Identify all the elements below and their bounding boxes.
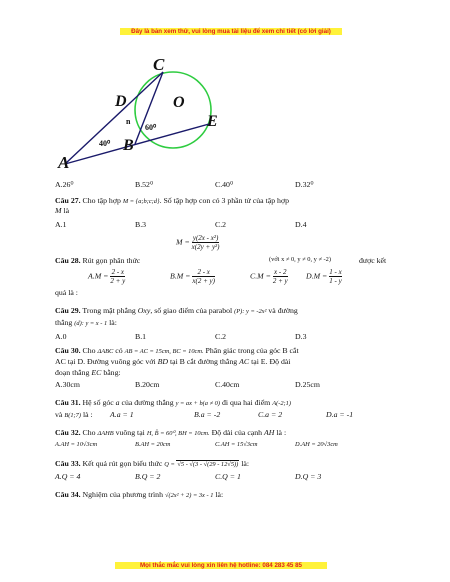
q33-option-c: C.Q = 1	[215, 472, 241, 481]
q31-line-eq: y = ax + b(a ≠ 0)	[175, 400, 220, 407]
q29-text-c: và đường	[268, 306, 298, 315]
q27-number: Câu 27.	[55, 196, 81, 205]
q31-option-c: C.a = 2	[258, 410, 283, 419]
q32-ah: AH	[264, 428, 275, 437]
q28-option-d-num: 1 - x	[329, 268, 342, 276]
q31-a: a	[115, 398, 120, 407]
q27-m: M	[55, 206, 62, 215]
q32-option-a: A.AH = 10√3cm	[55, 441, 98, 448]
q28-option-c	[250, 268, 288, 285]
q27-line1	[55, 196, 289, 205]
q33-option-b: B.Q = 2	[135, 472, 161, 481]
q29-text-e: là:	[109, 318, 117, 327]
q30-ec: EC	[91, 368, 102, 377]
q30-line1	[55, 346, 299, 355]
q29-option-b: B.1	[135, 332, 147, 341]
q27-option-a: A.1	[55, 220, 67, 229]
q30-line3-b: bằng:	[103, 368, 121, 377]
q27-line2	[55, 206, 69, 215]
q28-option-a-frac	[110, 268, 125, 285]
q30-text-a: Cho	[82, 346, 96, 355]
q29-text-d: thẳng	[55, 318, 73, 327]
q33-option-a: A.Q = 4	[55, 472, 81, 481]
q31-text-b: của đường thẳng	[121, 398, 174, 407]
q33-option-d: D.Q = 3	[295, 472, 322, 481]
q31-option-a: A.a = 1	[110, 410, 134, 419]
q29-option-c: C.2	[215, 332, 227, 341]
q30-triangle: ΔABC	[97, 348, 114, 355]
q28-number: Câu 28.	[55, 256, 81, 265]
q29-option-a: A.0	[55, 332, 67, 341]
q28-option-d	[306, 268, 342, 285]
q32-given: H, B̂ = 60⁰, BH = 10cm.	[146, 430, 210, 437]
q28-option-b	[170, 268, 215, 285]
q32-line1	[55, 428, 286, 437]
angle-60-label: 60⁰	[145, 123, 157, 132]
q27-option-b: B.3	[135, 220, 147, 229]
q30-number: Câu 30.	[55, 346, 81, 355]
q28-option-a-den: 2 + y	[110, 277, 126, 285]
q27-option-c: C.2	[215, 220, 227, 229]
q28-option-b-frac	[192, 268, 215, 285]
q30-line2-a: AC tại D. Đường vuông góc với	[55, 357, 156, 366]
q30-line2	[55, 357, 290, 366]
q28-numerator: y(2x - x²)	[192, 234, 219, 242]
q28-option-a	[88, 268, 125, 285]
q30-bd: BD	[157, 357, 168, 366]
q30-given: AB = AC = 15cm, BC = 10cm.	[124, 348, 204, 355]
q31-text-d: và	[55, 410, 63, 419]
q32-text-d: là :	[276, 428, 287, 437]
q28-option-c-num: x - 2	[274, 268, 287, 276]
q31-number: Câu 31.	[55, 398, 81, 407]
label-a: A	[58, 153, 70, 172]
label-d: D	[115, 93, 127, 110]
line-c-b	[135, 72, 163, 144]
q28-expression	[176, 234, 219, 251]
q32-text-b: vuông tại	[115, 428, 145, 437]
q28-option-b-den: x(2 + y)	[192, 277, 215, 285]
q32-text-c: Độ dài của cạnh	[211, 428, 263, 437]
q28-line2: quả là :	[55, 288, 78, 297]
q28-line1	[55, 256, 395, 265]
q31-option-b: B.a = -2	[194, 410, 221, 419]
q29-text-b: , số giao điểm của parabol	[150, 306, 233, 315]
q26-option-c: C.40⁰	[215, 180, 234, 189]
q30-option-b: B.20cm	[135, 380, 160, 389]
q30-text-b: có	[115, 346, 123, 355]
q30-line2-c: tại E. Độ dài	[251, 357, 291, 366]
label-e: E	[207, 113, 218, 130]
q28-option-b-num: 2 - x	[192, 268, 215, 277]
q30-line2-b: tại B cắt đường thẳng	[169, 357, 238, 366]
q34-text-a: Nghiệm của phương trình	[82, 490, 163, 499]
q30-line3-a: đoạn thẳng	[55, 368, 90, 377]
q31-text-e: là :	[82, 410, 93, 419]
preview-banner: Đây là bản xem thử, vui lòng mua tài liệu để xem chi tiết (có lời giải)	[120, 28, 342, 35]
q28-option-c-den: 2 + y	[272, 277, 288, 285]
q29-number: Câu 29.	[55, 306, 81, 315]
q29-option-d: D.3	[295, 332, 307, 341]
angle-40-label: 40⁰	[99, 139, 111, 148]
q31-point-a: A(-2;1)	[272, 400, 292, 407]
q27-la: là	[63, 206, 70, 215]
q29-line2	[55, 318, 117, 327]
q28-option-a-label: A.M =	[88, 271, 109, 281]
q26-option-a: A.26⁰	[55, 180, 74, 189]
q34-text-b: là:	[215, 490, 224, 499]
q33-text-b: là:	[241, 459, 250, 468]
q31-option-d: D.a = -1	[326, 410, 354, 419]
q28-text-a: Rút gọn phân thức	[82, 256, 141, 265]
q27-text-b: . Số tập hợp con có 3 phần tử của tập hợp	[159, 196, 289, 205]
q30-line3	[55, 368, 121, 377]
q28-option-c-frac	[273, 268, 288, 285]
q29-text-a: Trong mặt phẳng	[82, 306, 136, 315]
q32-option-b: B.AH = 20cm	[135, 441, 171, 448]
q34-number: Câu 34.	[55, 490, 81, 499]
q32-option-d: D.AH = 20√3cm	[295, 441, 338, 448]
q28-option-b-label: B.M =	[170, 271, 191, 281]
label-b: B	[123, 137, 134, 154]
q29-parabola: (P): y = -2x²	[234, 308, 267, 315]
q28-fraction	[192, 234, 220, 251]
q27-set: M = {a;b;c;d}	[122, 198, 160, 205]
q33-text-a: Kết quả rút gọn biểu thức	[82, 459, 163, 468]
q31-line1	[55, 398, 291, 407]
geometry-figure	[55, 52, 235, 174]
q28-text-b: được kết	[359, 256, 387, 265]
q30-option-a: A.30cm	[55, 380, 80, 389]
q28-condition: (với x ≠ 0, y ≠ 0, y ≠ -2)	[269, 256, 332, 263]
q28-option-a-num: 2 - x	[111, 268, 125, 276]
q28-m-lhs: M =	[176, 237, 190, 247]
q30-option-d: D.25cm	[295, 380, 320, 389]
hotline-banner: Mọi thắc mắc vui lòng xin liên hệ hotline: 084 283 45 85	[115, 562, 327, 569]
q31-text-c: đi qua hai điểm	[221, 398, 271, 407]
q28-option-d-label: D.M =	[306, 271, 328, 281]
label-c: C	[153, 55, 165, 74]
q31-line2	[55, 410, 93, 419]
q32-text-a: Cho	[82, 428, 96, 437]
q27-option-d: D.4	[295, 220, 307, 229]
q33-number: Câu 33.	[55, 459, 81, 468]
q31-point-b: B(1;7)	[64, 412, 81, 419]
label-n: n	[126, 117, 131, 126]
q27-text-a: Cho tập hợp	[82, 196, 121, 205]
q29-line-eq: (d): y = x - 1	[74, 320, 108, 327]
q34-equation: √(2x² + 2) = 3x - 1	[164, 492, 214, 499]
q28-option-d-frac	[329, 268, 341, 285]
label-o: O	[173, 94, 185, 111]
q28-option-c-label: C.M =	[250, 271, 271, 281]
q31-text-a: Hệ số góc	[82, 398, 114, 407]
q26-option-b: B.52⁰	[135, 180, 154, 189]
q32-option-c: C.AH = 15√3cm	[215, 441, 258, 448]
q30-ac: AC	[239, 357, 250, 366]
q33-line1	[55, 459, 249, 468]
q34-line1	[55, 490, 223, 499]
q28-option-d-den: 1 - y	[329, 277, 342, 285]
q29-line1	[55, 306, 298, 315]
q33-expression: √5 - √(3 - √(29 - 12√5))	[177, 461, 239, 468]
q30-text-c: Phân giác trong của góc B cắt	[205, 346, 299, 355]
q32-number: Câu 32.	[55, 428, 81, 437]
q29-plane: Oxy	[137, 306, 151, 315]
q26-option-d: D.32⁰	[295, 180, 314, 189]
q33-expr-lhs: Q =	[164, 461, 177, 468]
q30-option-c: C.40cm	[215, 380, 240, 389]
q28-denominator: x(2y + y²)	[191, 243, 220, 251]
q32-triangle: ΔAHB	[97, 430, 114, 437]
